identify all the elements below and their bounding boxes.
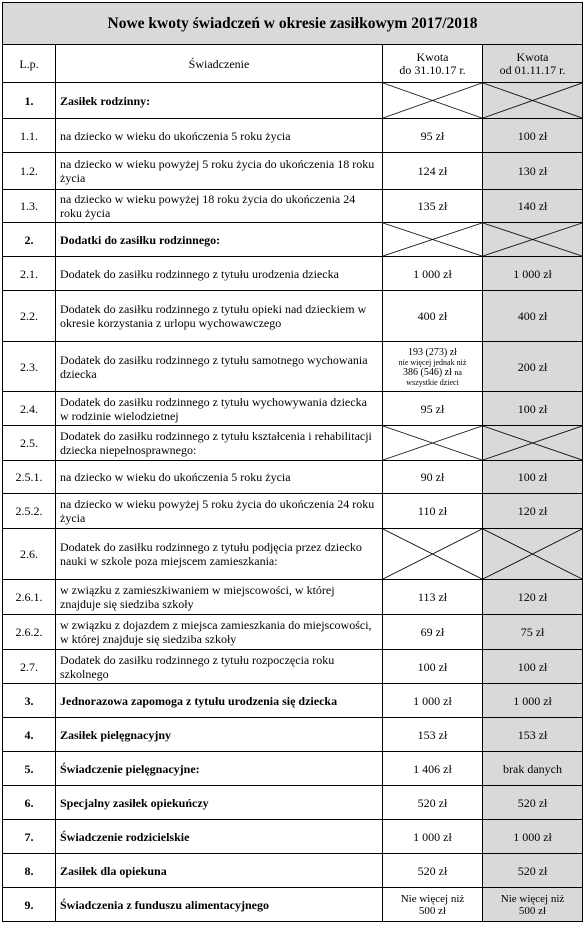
table-row [3, 291, 583, 342]
table-row [3, 494, 583, 529]
table-row [3, 820, 583, 854]
crossed-cell [383, 83, 483, 119]
table-row [3, 190, 583, 223]
row-name: w związku z dojazdem z miejsca zamieszkania do miejscowości, w której znajduje się siedziba szkoły [56, 615, 383, 650]
row-name: na dziecko w wieku do ukończenia 5 roku życia [56, 461, 383, 494]
row-lp: 2.7. [3, 650, 56, 684]
note-amount: 386 (546) zł [403, 366, 452, 378]
row-name: Świadczenia z funduszu alimentacyjnego [56, 888, 383, 922]
row-amount-old: 520 zł [383, 786, 483, 820]
row-name: Dodatek do zasiłku rodzinnego z tytułu urodzenia dziecka [56, 257, 383, 291]
limit-label: Nie więcej niż [500, 892, 565, 905]
row-amount-old: 520 zł [383, 854, 483, 888]
table-row [3, 153, 583, 190]
row-amount-new: 1 000 zł [483, 257, 583, 291]
row-amount-new: 100 zł [483, 650, 583, 684]
row-lp: 2. [3, 223, 56, 257]
row-lp: 1.2. [3, 153, 56, 190]
row-lp: 2.1. [3, 257, 56, 291]
row-name: Zasiłek dla opiekuna [56, 854, 383, 888]
row-lp: 4. [3, 718, 56, 752]
benefits-table [2, 2, 583, 922]
row-name: Zasiłek pielęgnacyjny [56, 718, 383, 752]
row-lp: 9. [3, 888, 56, 922]
row-amount-new: 100 zł [483, 392, 583, 426]
row-amount-new: 200 zł [483, 342, 583, 392]
row-amount-old: 110 zł [383, 494, 483, 529]
header-kwota-new-date: od 01.11.17 r. [499, 62, 566, 77]
row-lp: 2.4. [3, 392, 56, 426]
row-lp: 2.3. [3, 342, 56, 392]
row-lp: 3. [3, 684, 56, 718]
header-kwota-old-date: do 31.10.17 r. [399, 62, 466, 77]
row-name: Dodatek do zasiłku rodzinnego z tytułu rozpoczęcia roku szkolnego [56, 650, 383, 684]
row-name: w związku z zamieszkiwaniem w miejscowości, w której znajduje się siedziba szkoły [56, 580, 383, 615]
crossed-cell [483, 83, 583, 119]
header-swiadczenie: Świadczenie [56, 45, 383, 83]
header-kwota-old-label: Kwota [416, 49, 449, 64]
row-amount-old: 95 zł [383, 392, 483, 426]
row-lp: 2.5.2. [3, 494, 56, 529]
row-amount-old [383, 888, 483, 922]
note-line: 193 (273) zł [408, 346, 457, 358]
row-amount-new: 520 zł [483, 786, 583, 820]
row-lp: 6. [3, 786, 56, 820]
row-name: na dziecko w wieku do ukończenia 5 roku życia [56, 119, 383, 153]
crossed-cell [483, 426, 583, 461]
table-row [3, 392, 583, 426]
row-amount-new: 120 zł [483, 580, 583, 615]
table-row [3, 650, 583, 684]
header-kwota-new [483, 45, 583, 83]
header-lp: L.p. [3, 45, 56, 83]
row-name: Dodatek do zasiłku rodzinnego z tytułu opieki nad dzieckiem w okresie korzystania z urlopu wychowawczego [56, 291, 383, 342]
row-amount-old: 69 zł [383, 615, 483, 650]
note-line: wszystkie dzieci [406, 377, 459, 387]
row-lp: 2.5.1. [3, 461, 56, 494]
limit-amount: 500 zł [518, 904, 547, 917]
row-amount-old: 1 000 zł [383, 820, 483, 854]
row-amount-new: brak danych [483, 752, 583, 786]
row-amount-old: 113 zł [383, 580, 483, 615]
row-name: Dodatek do zasiłku rodzinnego z tytułu podjęcia przez dziecko nauki w szkole poza miejscem zamieszkania: [56, 529, 383, 580]
row-name: Dodatek do zasiłku rodzinnego z tytułu wychowywania dziecka w rodzinie wielodzietnej [56, 392, 383, 426]
row-amount-new: 120 zł [483, 494, 583, 529]
row-amount-new: 100 zł [483, 461, 583, 494]
row-amount-new: 75 zł [483, 615, 583, 650]
crossed-cell [383, 426, 483, 461]
table-row [3, 888, 583, 922]
row-lp: 2.6.1. [3, 580, 56, 615]
table-row [3, 257, 583, 291]
row-amount-new: 1 000 zł [483, 820, 583, 854]
row-amount-new: 1 000 zł [483, 684, 583, 718]
table-row [3, 426, 583, 461]
row-name: Dodatki do zasiłku rodzinnego: [56, 223, 383, 257]
table-title: Nowe kwoty świadczeń w okresie zasiłkowym 2017/2018 [3, 3, 583, 45]
row-amount-old: 1 000 zł [383, 257, 483, 291]
row-name: Dodatek do zasiłku rodzinnego z tytułu kształcenia i rehabilitacji dziecka niepełnosprawnego: [56, 426, 383, 461]
note-line: nie więcej jednak niż [398, 357, 467, 367]
row-lp: 2.5. [3, 426, 56, 461]
row-amount-new [483, 888, 583, 922]
row-lp: 5. [3, 752, 56, 786]
row-lp: 8. [3, 854, 56, 888]
table-row [3, 854, 583, 888]
crossed-cell [483, 529, 583, 580]
table-row [3, 615, 583, 650]
row-name: na dziecko w wieku powyżej 18 roku życia do ukończenia 24 roku życia [56, 190, 383, 223]
table-row [3, 786, 583, 820]
row-amount-old: 153 zł [383, 718, 483, 752]
row-amount-old: 1 406 zł [383, 752, 483, 786]
row-amount-old: 1 000 zł [383, 684, 483, 718]
row-amount-new: 400 zł [483, 291, 583, 342]
limit-label: Nie więcej niż [400, 892, 465, 905]
row-name: Dodatek do zasiłku rodzinnego z tytułu samotnego wychowania dziecka [56, 342, 383, 392]
row-amount-new: 520 zł [483, 854, 583, 888]
row-name: Jednorazowa zapomoga z tytułu urodzenia się dziecka [56, 684, 383, 718]
table-row [3, 684, 583, 718]
table-row [3, 752, 583, 786]
row-lp: 2.6.2. [3, 615, 56, 650]
row-lp: 7. [3, 820, 56, 854]
row-amount-old: 90 zł [383, 461, 483, 494]
row-name: Specjalny zasiłek opiekuńczy [56, 786, 383, 820]
row-amount-new: 130 zł [483, 153, 583, 190]
crossed-cell [383, 529, 483, 580]
row-lp: 1.1. [3, 119, 56, 153]
table-row [3, 119, 583, 153]
row-lp: 1. [3, 83, 56, 119]
row-name: na dziecko w wieku powyżej 5 roku życia do ukończenia 18 roku życia [56, 153, 383, 190]
table-row [3, 529, 583, 580]
crossed-cell [383, 223, 483, 257]
row-amount-new: 153 zł [483, 718, 583, 752]
row-name: Świadczenie rodzicielskie [56, 820, 383, 854]
header-kwota-new-label: Kwota [516, 49, 549, 64]
table-row [3, 580, 583, 615]
row-lp: 2.6. [3, 529, 56, 580]
table-row [3, 83, 583, 119]
row-lp: 2.2. [3, 291, 56, 342]
row-amount-old: 135 zł [383, 190, 483, 223]
row-name: na dziecko w wieku powyżej 5 roku życia do ukończenia 24 roku życia [56, 494, 383, 529]
row-name: Świadczenie pielęgnacyjne: [56, 752, 383, 786]
header-kwota-old [383, 45, 483, 83]
note-line [387, 367, 478, 378]
row-amount-new: 140 zł [483, 190, 583, 223]
row-amount-old: 400 zł [383, 291, 483, 342]
note-word: na [454, 367, 462, 377]
limit-amount: 500 zł [418, 904, 447, 917]
row-name: Zasiłek rodzinny: [56, 83, 383, 119]
table-row [3, 718, 583, 752]
table-row [3, 223, 583, 257]
row-amount-old: 95 zł [383, 119, 483, 153]
crossed-cell [483, 223, 583, 257]
row-amount-old-note [383, 342, 483, 392]
row-lp: 1.3. [3, 190, 56, 223]
table-row [3, 342, 583, 392]
row-amount-new: 100 zł [483, 119, 583, 153]
row-amount-old: 124 zł [383, 153, 483, 190]
table-row [3, 461, 583, 494]
row-amount-old: 100 zł [383, 650, 483, 684]
